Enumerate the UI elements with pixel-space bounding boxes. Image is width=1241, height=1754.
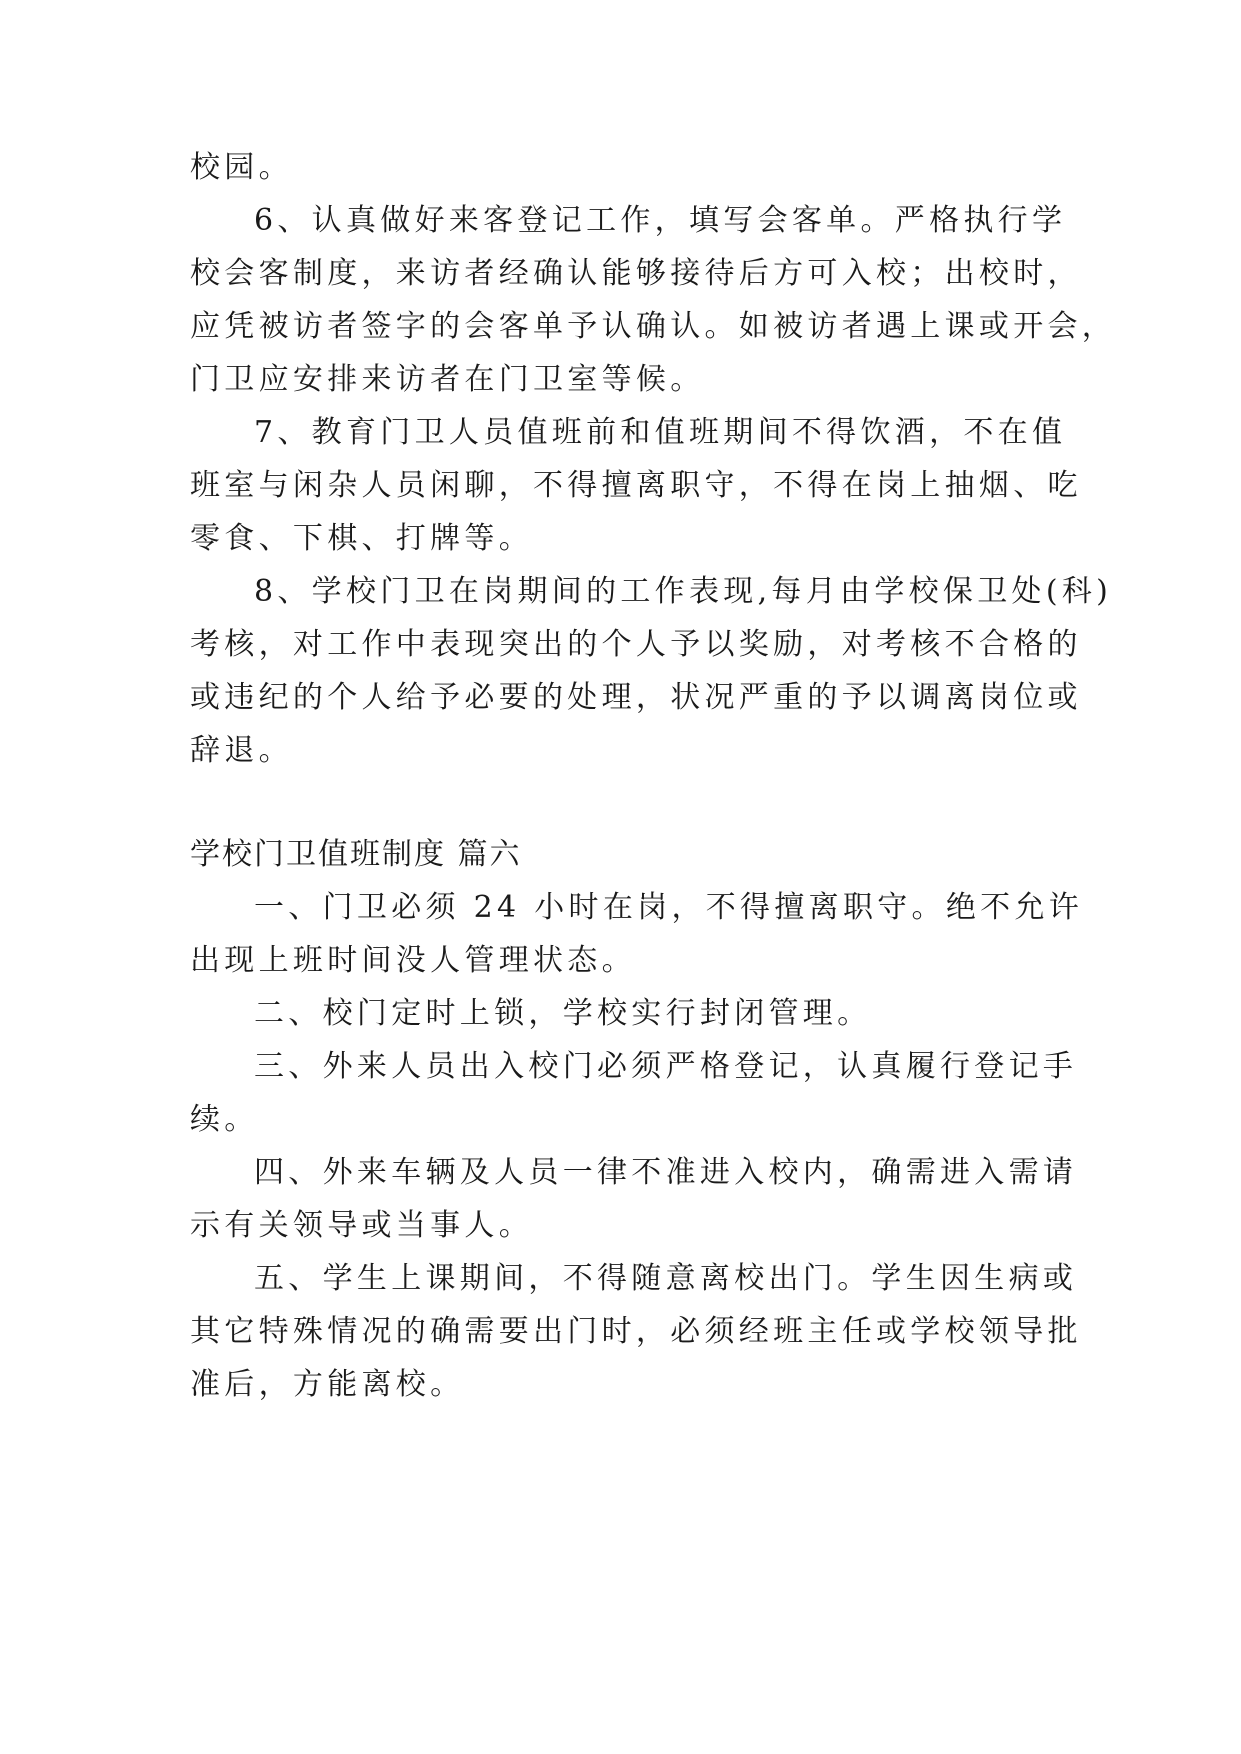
paragraph-7-line: 零食、下棋、打牌等。 <box>190 521 533 556</box>
paragraph-8-line: 8、学校门卫在岗期间的工作表现,每月由学校保卫处(科) <box>254 574 1113 609</box>
rule-2-line: 二、校门定时上锁，学校实行封闭管理。 <box>254 996 872 1031</box>
rule-5-line: 五、学生上课期间，不得随意离校出门。学生因生病或 <box>254 1261 1078 1296</box>
rule-4-line: 四、外来车辆及人员一律不准进入校内，确需进入需请 <box>254 1155 1078 1190</box>
paragraph-6-line: 门卫应安排来访者在门卫室等候。 <box>190 362 705 397</box>
rule-3-line: 续。 <box>190 1102 259 1137</box>
rule-3-line: 三、外来人员出入校门必须严格登记，认真履行登记手 <box>254 1049 1078 1084</box>
paragraph-8-line: 或违纪的个人给予必要的处理，状况严重的予以调离岗位或 <box>190 680 1082 715</box>
paragraph-6-line: 校会客制度，来访者经确认能够接待后方可入校；出校时， <box>190 256 1082 291</box>
text-line: 校园。 <box>190 150 293 185</box>
paragraph-7-line: 7、教育门卫人员值班前和值班期间不得饮酒，不在值 <box>254 415 1067 450</box>
rule-5-line: 其它特殊情况的确需要出门时，必须经班主任或学校领导批 <box>190 1314 1082 1349</box>
rule-4-line: 示有关领导或当事人。 <box>190 1208 533 1243</box>
paragraph-6-line: 6、认真做好来客登记工作，填写会客单。严格执行学 <box>254 203 1067 238</box>
paragraph-7-line: 班室与闲杂人员闲聊，不得擅离职守，不得在岗上抽烟、吃 <box>190 468 1082 503</box>
rule-1-line: 出现上班时间没人管理状态。 <box>190 943 636 978</box>
rule-1-line: 一、门卫必须 24 小时在岗，不得擅离职守。绝不允许 <box>254 890 1084 925</box>
paragraph-6-line: 应凭被访者签字的会客单予认确认。如被访者遇上课或开会， <box>190 309 1117 344</box>
paragraph-8-line: 考核，对工作中表现突出的个人予以奖励，对考核不合格的 <box>190 627 1082 662</box>
paragraph-8-line: 辞退。 <box>190 733 293 768</box>
section-heading: 学校门卫值班制度 篇六 <box>190 837 522 872</box>
rule-5-line: 准后，方能离校。 <box>190 1367 465 1402</box>
